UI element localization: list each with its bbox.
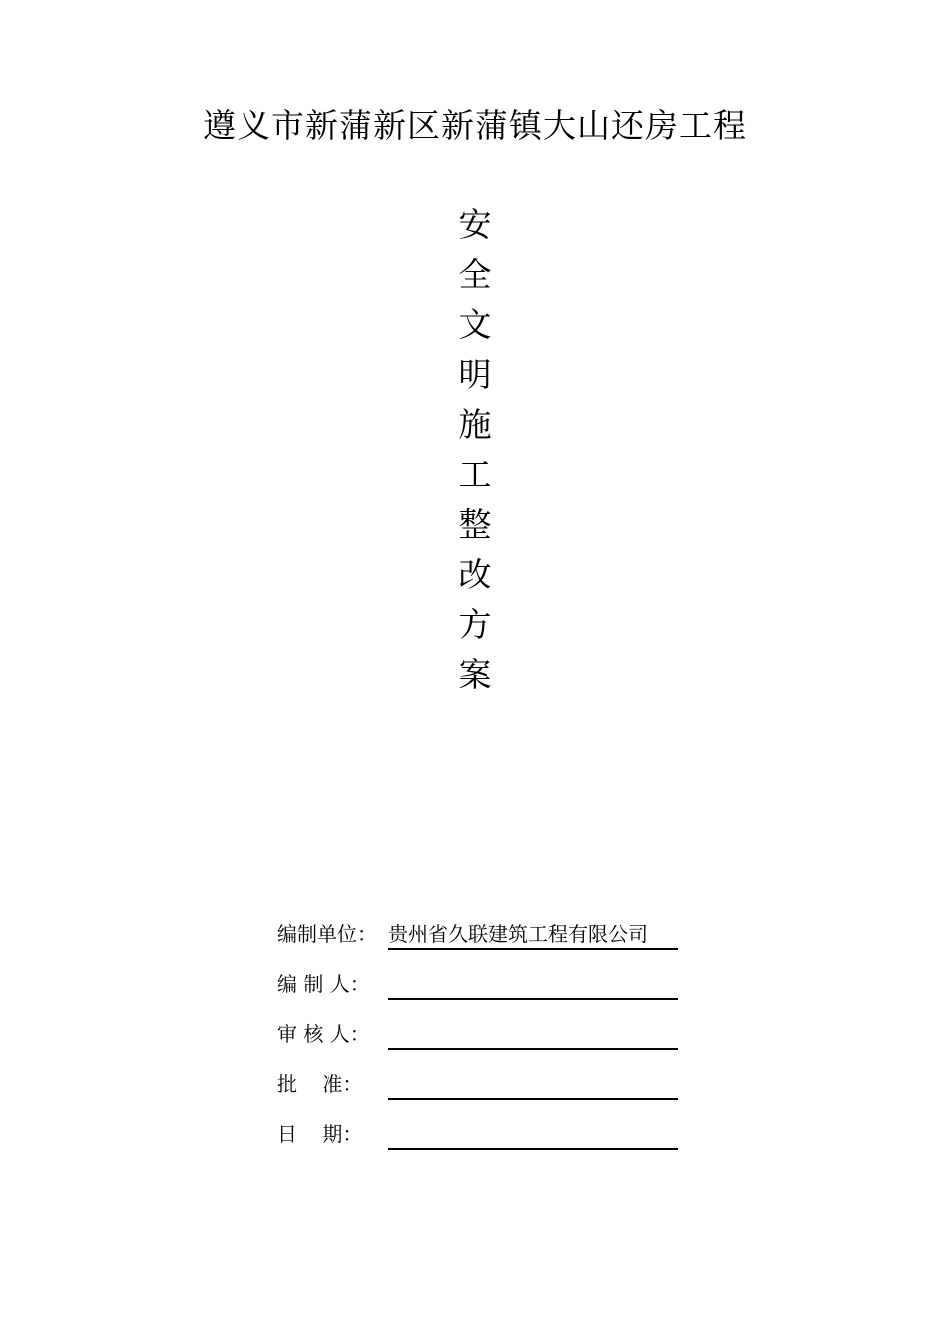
plan-title-char: 改 — [458, 555, 492, 594]
plan-title-char: 方 — [458, 605, 492, 644]
approver-label: 批 准： — [277, 1072, 363, 1096]
signoff-row-unit — [277, 912, 697, 962]
plan-title-char: 全 — [458, 255, 492, 294]
signoff-block — [277, 912, 697, 1162]
signoff-row-reviewer — [277, 1012, 697, 1062]
plan-title-vertical — [450, 200, 500, 700]
plan-title-char: 文 — [458, 305, 492, 344]
plan-title-char: 施 — [458, 405, 492, 444]
author-value-line — [388, 970, 678, 1000]
plan-title-char: 明 — [458, 355, 492, 394]
reviewer-value-line — [388, 1020, 678, 1050]
plan-title-char: 整 — [458, 505, 492, 544]
plan-title-char: 工 — [458, 455, 492, 494]
approver-value-line — [388, 1070, 678, 1100]
date-label: 日 期： — [277, 1122, 363, 1146]
plan-title-char: 安 — [458, 205, 492, 244]
plan-title-char: 案 — [458, 655, 492, 694]
unit-value: 贵州省久联建筑工程有限公司 — [388, 920, 678, 950]
signoff-row-author — [277, 962, 697, 1012]
project-title: 遵义市新蒲新区新蒲镇大山还房工程 — [203, 106, 747, 145]
signoff-row-approver — [277, 1062, 697, 1112]
author-label: 编 制 人： — [277, 972, 370, 996]
reviewer-label: 审 核 人： — [277, 1022, 370, 1046]
signoff-row-date — [277, 1112, 697, 1162]
date-value-line — [388, 1120, 678, 1150]
unit-label: 编制单位： — [277, 922, 377, 946]
